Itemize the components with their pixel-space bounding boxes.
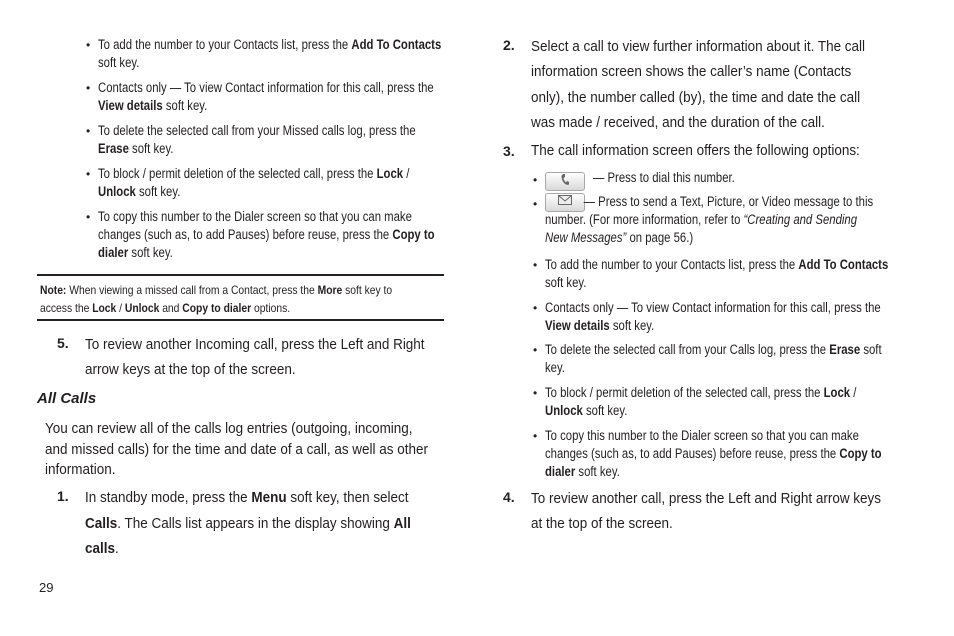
- text-run: at the top of the screen.: [531, 516, 673, 532]
- bold-term: Copy to: [839, 446, 882, 461]
- text-run: Contacts only — To view Contact information for this call, press the: [98, 80, 434, 95]
- text-run: .: [114, 541, 119, 557]
- bold-term: dialer: [98, 245, 129, 260]
- text-line: [531, 141, 860, 161]
- step-1-text: [85, 486, 435, 563]
- bold-term: Copy to: [392, 227, 435, 242]
- text-line: [531, 35, 865, 60]
- text-run: arrow keys at the top of the screen.: [85, 362, 296, 378]
- text-run: /: [116, 301, 125, 315]
- page-number: 29: [39, 580, 54, 595]
- left-bullet-1: [86, 36, 507, 72]
- text-line: [545, 427, 882, 445]
- text-run: To review another Incoming call, press the Left and Right: [85, 337, 425, 353]
- text-line: [98, 208, 435, 226]
- text-line: [545, 274, 888, 292]
- text-run: — Press to dial this number.: [592, 170, 735, 185]
- step-1-number: 1.: [57, 488, 69, 504]
- text-run: soft key.: [98, 55, 140, 70]
- text-line: [45, 419, 428, 440]
- text-line: [545, 256, 888, 274]
- text-run: To add the number to your Contacts list, press the: [98, 37, 352, 52]
- text-run: on page 56.): [626, 230, 694, 245]
- right-bullet-4: [533, 299, 945, 335]
- bold-term: More: [317, 283, 343, 297]
- text-run: soft key.: [609, 318, 655, 333]
- text-run: only), the number called (by), the time and date the call: [531, 89, 861, 106]
- text-line: [545, 359, 882, 377]
- text-run: Select a call to view further information about it. The call: [531, 39, 866, 55]
- text-line: [40, 283, 392, 301]
- text-run: soft key.: [128, 141, 174, 156]
- bullet-icon: •: [86, 167, 91, 181]
- text-run: To block / permit deletion of the selected call, press the: [98, 166, 377, 181]
- text-line: [85, 358, 425, 383]
- right-bullet-3: [533, 256, 954, 292]
- step-2-number: 2.: [503, 37, 515, 53]
- text-run: /: [850, 385, 857, 400]
- text-run: soft key.: [162, 98, 208, 113]
- right-bullet-5: [533, 341, 946, 377]
- bold-term: Calls: [85, 515, 118, 532]
- text-line: [98, 165, 409, 183]
- text-run: key.: [545, 360, 565, 375]
- text-run: and: [159, 301, 183, 315]
- text-run: access the: [40, 301, 93, 315]
- text-run: To block / permit deletion of the selected call, press the: [545, 385, 824, 400]
- bullet-icon: •: [86, 210, 91, 224]
- right-bullet-6: [533, 384, 916, 420]
- left-bullet-4: [86, 165, 469, 201]
- bold-term: Erase: [829, 342, 861, 357]
- bold-term: Unlock: [124, 301, 160, 315]
- bold-term: Lock: [376, 166, 404, 181]
- bullet-icon: •: [533, 197, 538, 211]
- text-run: soft key.: [135, 184, 181, 199]
- text-line: [531, 60, 865, 85]
- bullet-icon: •: [533, 386, 538, 400]
- text-run: was made / received, and the duration of the call.: [531, 114, 825, 131]
- text-line: [593, 168, 735, 186]
- left-bullet-2: [86, 79, 498, 115]
- call-key-icon: [545, 172, 585, 191]
- italic-reference: New Messages”: [545, 230, 627, 245]
- bullet-icon: •: [86, 81, 91, 95]
- text-line: [531, 86, 865, 111]
- bold-term: Unlock: [98, 184, 136, 199]
- text-line: [545, 463, 882, 481]
- text-run: changes (such as, to add Pauses) before reuse, press the: [545, 446, 840, 461]
- text-run: To delete the selected call from your Calls log, press the: [545, 342, 830, 357]
- text-line: [98, 226, 435, 244]
- text-run: To add the number to your Contacts list, press the: [545, 257, 799, 272]
- text-run: You can review all of the calls log entries (outgoing, incoming,: [45, 421, 413, 437]
- note-top-rule: [37, 274, 444, 276]
- text-run: To copy this number to the Dialer screen so that you can make: [98, 209, 412, 224]
- text-run: soft key.: [582, 403, 628, 418]
- text-line: [85, 537, 411, 563]
- text-run: In standby mode, press the: [85, 490, 252, 506]
- bold-term: Lock: [823, 385, 851, 400]
- text-run: To review another call, press the Left and Right arrow keys: [531, 491, 882, 507]
- left-bullet-3: [86, 122, 476, 158]
- text-run: Contacts only — To view Contact information for this call, press the: [545, 300, 881, 315]
- note-box: [40, 283, 450, 319]
- bold-term: Erase: [98, 141, 129, 156]
- text-line: [98, 244, 435, 262]
- text-line: [98, 97, 434, 115]
- bold-term: Unlock: [545, 403, 583, 418]
- right-bullet-message: [533, 193, 936, 247]
- text-line: [85, 333, 425, 358]
- note-bottom-rule: [37, 319, 444, 321]
- right-bullet-call: [533, 168, 762, 191]
- section-heading: All Calls: [37, 390, 97, 407]
- bullet-icon: •: [533, 343, 538, 357]
- step-4-text: [531, 487, 907, 537]
- bold-term: Note:: [40, 283, 67, 297]
- bullet-icon: •: [533, 429, 538, 443]
- left-bullet-5: [86, 208, 499, 262]
- italic-reference: “Creating and Sending: [743, 212, 858, 227]
- text-line: [531, 512, 881, 537]
- text-line: [545, 317, 881, 335]
- bullet-icon: •: [533, 258, 538, 272]
- bold-term: View details: [545, 318, 610, 333]
- step-5-text: [85, 333, 450, 383]
- text-run: options.: [251, 301, 291, 315]
- text-line: [531, 487, 881, 512]
- text-run: When viewing a missed call from a Contact, press the: [66, 283, 318, 297]
- text-run: soft: [860, 342, 882, 357]
- bold-term: calls: [85, 541, 115, 557]
- text-line: [98, 183, 409, 201]
- text-line: [545, 445, 882, 463]
- bold-term: Add To Contacts: [798, 257, 889, 272]
- text-run: number. (For more information, refer to: [545, 212, 744, 227]
- text-run: information.: [45, 462, 116, 478]
- text-run: To delete the selected call from your Missed calls log, press the: [98, 123, 416, 138]
- bold-term: Add To Contacts: [351, 37, 442, 52]
- text-line: [545, 299, 881, 317]
- text-line: [545, 193, 873, 211]
- text-line: [98, 54, 441, 72]
- text-line: [545, 229, 873, 247]
- text-line: [45, 440, 428, 461]
- step-4-number: 4.: [503, 489, 515, 505]
- bold-term: Menu: [251, 490, 287, 506]
- step-3-text: [531, 141, 885, 161]
- text-line: [531, 111, 865, 136]
- bold-term: Copy to dialer: [182, 301, 252, 315]
- text-run: and missed calls) for the time and date of a call, as well as other: [45, 441, 429, 458]
- text-line: [85, 512, 411, 538]
- text-run: soft key.: [545, 275, 587, 290]
- bold-term: Lock: [92, 301, 117, 315]
- bullet-icon: •: [533, 173, 538, 187]
- step-5-number: 5.: [57, 335, 69, 351]
- text-line: [85, 486, 411, 512]
- step-3-number: 3.: [503, 143, 515, 159]
- right-bullet-7: [533, 427, 946, 481]
- text-line: [545, 402, 856, 420]
- bullet-icon: •: [86, 124, 91, 138]
- text-run: /: [403, 166, 410, 181]
- bullet-icon: •: [86, 38, 91, 52]
- bold-term: dialer: [545, 464, 576, 479]
- text-run: — Press to send a Text, Picture, or Video message to this: [583, 194, 874, 209]
- text-run: The call information screen offers the following options:: [531, 143, 860, 159]
- bullet-icon: •: [533, 301, 538, 315]
- bold-term: All: [393, 515, 411, 532]
- bold-term: View details: [98, 98, 163, 113]
- text-line: [98, 140, 416, 158]
- text-line: [98, 79, 434, 97]
- text-line: [40, 301, 392, 319]
- text-line: [98, 36, 441, 54]
- text-line: [98, 122, 416, 140]
- text-run: soft key, then select: [286, 490, 409, 506]
- all-calls-intro: [45, 419, 457, 481]
- text-run: . The Calls list appears in the display showing: [117, 515, 394, 532]
- text-line: [545, 341, 882, 359]
- text-run: soft key.: [575, 464, 620, 479]
- text-line: [545, 211, 873, 229]
- text-line: [45, 460, 428, 481]
- text-run: To copy this number to the Dialer screen so that you can make: [545, 428, 859, 443]
- text-run: soft key.: [128, 245, 173, 260]
- text-run: information screen shows the caller’s name (Contacts: [531, 64, 852, 81]
- step-2-text: [531, 35, 890, 136]
- text-run: soft key to: [342, 283, 393, 297]
- text-line: [545, 384, 856, 402]
- text-run: changes (such as, to add Pauses) before reuse, press the: [98, 227, 393, 242]
